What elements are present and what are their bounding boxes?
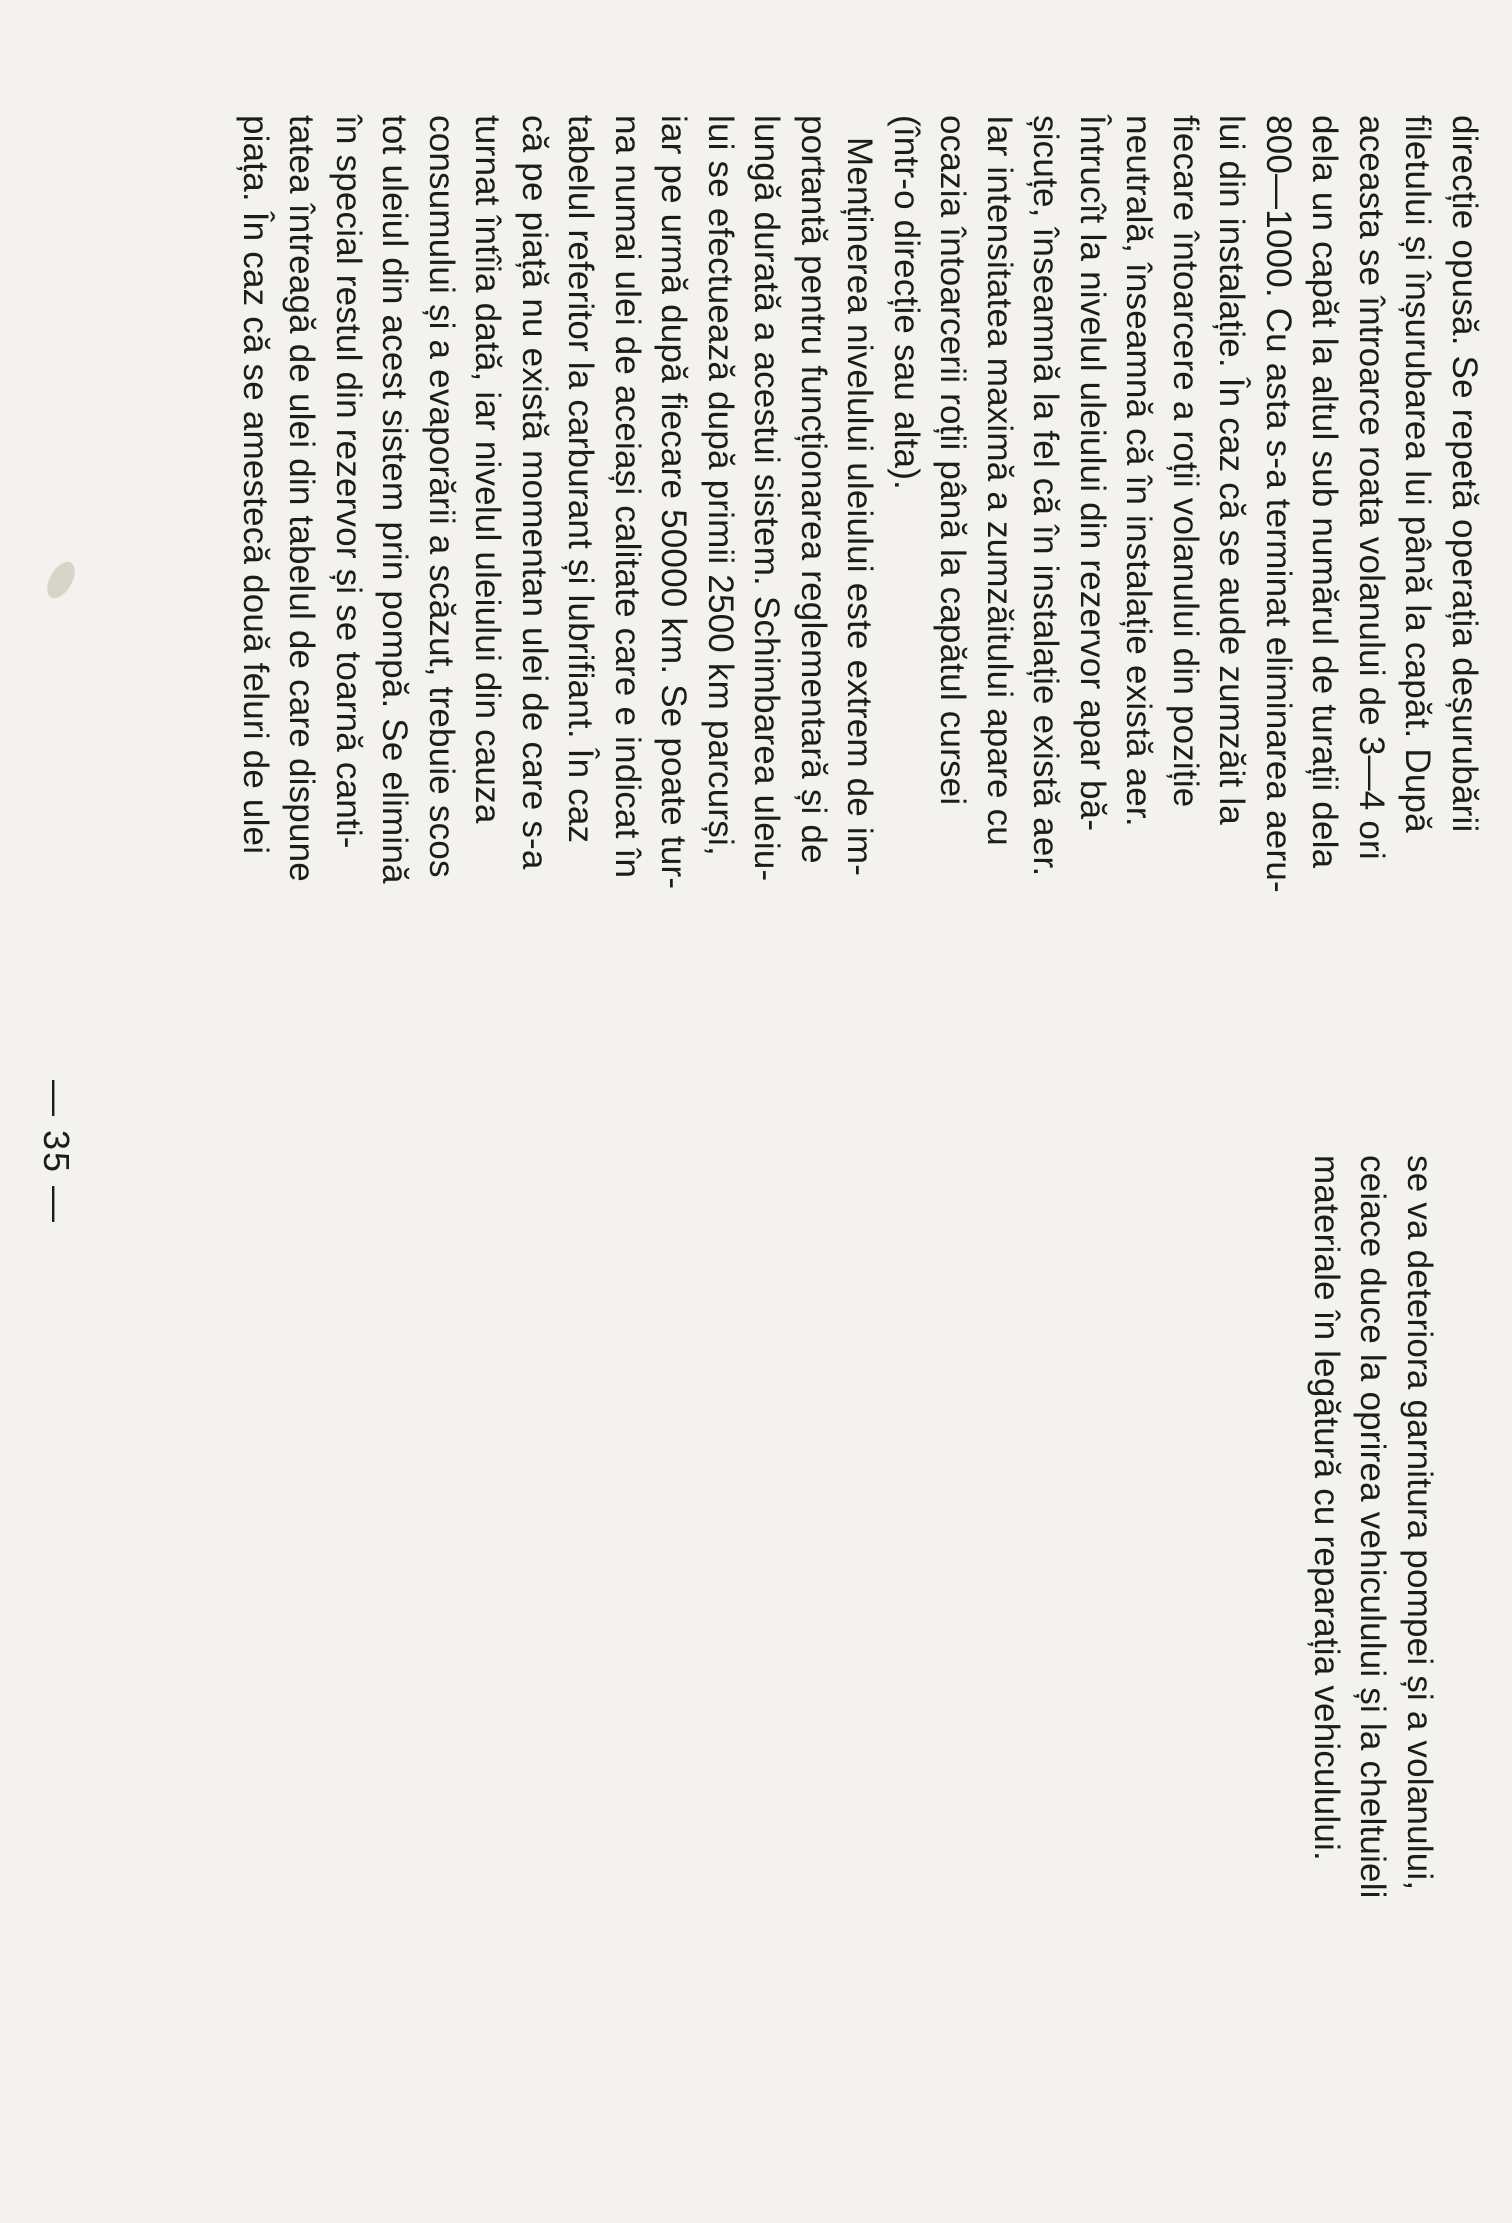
text-line: filetului și înșurubarea lui până la capăt. După (1398, 115, 1438, 833)
left-text-column (232, 115, 1488, 1125)
text-line: direcție opusă. Se repetă operația deșurubării (1445, 115, 1484, 833)
text-line: aceasta se întroarce roata volanului de 3—4 ori (1352, 115, 1391, 860)
text-line: iar pe urmă după fiecare 50000 km. Se poate tur- (654, 115, 694, 890)
text-line: (într-o direcție sau alta). (887, 115, 926, 490)
text-line: că pe piață nu există momentan ulei de care s-a (515, 115, 554, 870)
text-line: lui se efectuează după primii 2500 km parcurși, (701, 115, 740, 856)
text-line: Menținerea nivelului uleiului este extrem de im- (840, 137, 880, 877)
text-line: lungă durată a acestui sistem. Schimbarea uleiu- (747, 115, 787, 882)
text-line: lui din instalație. În caz că se aude zumzăit la (1212, 115, 1252, 825)
text-line: Iar intensitatea maximă a zumzăitului apare cu (980, 115, 1019, 846)
text-line: fiecare întoarcere a roții volanului din poziție (1166, 115, 1205, 808)
text-line: tabelul referitor la carburant și lubrifiant. În caz (561, 115, 601, 844)
text-line: se va deteriora garnitura pompei și a volanului, (1400, 1155, 1439, 1891)
page-number: — 35 — (36, 1080, 77, 1225)
paragraph-pump-damage (1303, 1155, 1443, 2105)
text-line: materiale în legătură cu reparația vehiculului. (1307, 1155, 1346, 1861)
text-line: neutrală, înseamnă că în instalație există aer. (1119, 115, 1159, 827)
text-line: șicuțe, înseamnă la fel că în instalație există aer. (1026, 115, 1066, 877)
text-line: piața. În caz că se amestecă două feluri de ulei (236, 115, 275, 855)
text-line: în special restul din rezervor și se toarnă canti- (329, 115, 368, 849)
text-line: dela un capăt la altul sub numărul de turații dela (1305, 115, 1345, 869)
text-line: na numai ulei de aceiași calitate care e indicat în (608, 115, 647, 879)
text-line: ocazia întoarcerii roții până la capătul cursei (933, 115, 973, 806)
right-text-column (1303, 1155, 1443, 2105)
paragraph-oil-maintenance (232, 115, 883, 1125)
text-line: turnat întîia dată, iar nivelul uleiului din cauza (468, 115, 508, 824)
text-line: 800—1000. Cu asta s-a terminat eliminarea aeru- (1259, 115, 1298, 893)
text-line: portantă pentru funcționarea reglementară și de (794, 115, 833, 864)
text-line: tot uleiul din acest sistem prin pompă. Se elimină (375, 115, 415, 884)
paragraph-oil-bleeding (883, 115, 1488, 1125)
text-line: consumului și a evaporării a scăzut, trebuie scos (422, 115, 461, 878)
text-line: ceiace duce la oprirea vehiculului și la cheltuieli (1353, 1155, 1393, 1899)
text-line: Întrucît la nivelul uleiului din rezervor apar bă- (1073, 115, 1112, 832)
text-line: tatea întreagă de ulei din tabelul de care dispune (282, 115, 322, 882)
